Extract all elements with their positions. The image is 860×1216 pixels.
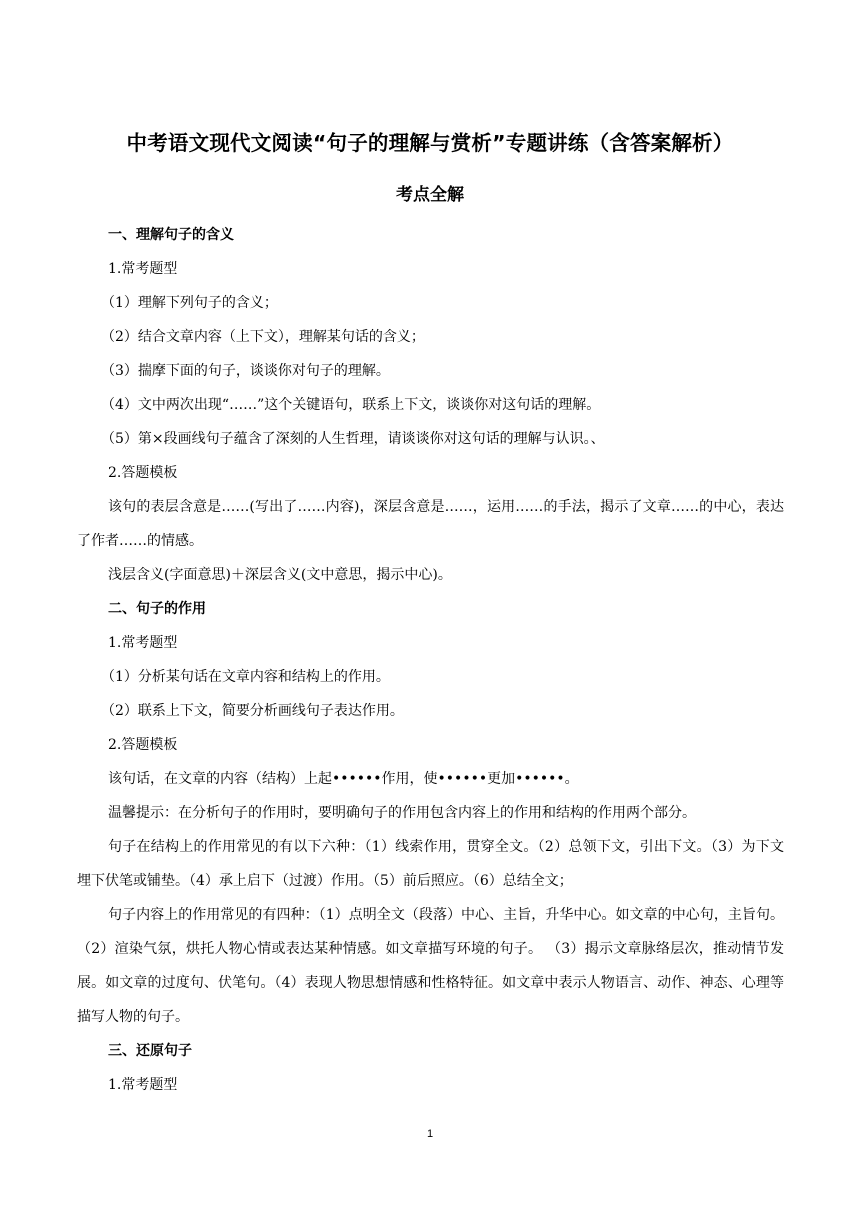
section-heading-1: 一、理解句子的含义	[108, 227, 234, 243]
list-item: （4）文中两次出现“……”这个关键语句，联系上下文，谈谈你对这句话的理解。	[101, 397, 601, 413]
subheading: 1.常考题型	[108, 1077, 178, 1093]
document-body	[77, 218, 784, 1102]
section-heading-2: 二、句子的作用	[108, 601, 206, 617]
subheading: 1.常考题型	[108, 261, 178, 277]
paragraph: 句子内容上的作用常见的有四种：（1）点明全文（段落）中心、主旨，升华中心。如文章的中心句，主旨句。（2）渲染气氛，烘托人物心情或表达某种情感。如文章描写环境的句子。 （3）揭示文章脉络层次，推动情节发展。如文章的过度句、伏笔句。（4）表现人物思想情感和性格特征。如文章中表示人物语言、动作、神态、心理等描写人物的句子。	[77, 907, 784, 1025]
paragraph: 浅层含义(字面意思)＋深层含义(文中意思，揭示中心)。	[108, 567, 452, 583]
list-item: （1）理解下列句子的含义；	[101, 295, 278, 311]
document-subtitle: 考点全解	[396, 185, 464, 205]
page-number: 1	[426, 1128, 434, 1140]
list-item: （3）揣摩下面的句子，谈谈你对句子的理解。	[101, 363, 390, 379]
paragraph: 该句的表层含意是……(写出了……内容)，深层含意是……，运用……的手法，揭示了文章……的中心，表达了作者……的情感。	[77, 499, 784, 549]
subheading: 2.答题模板	[108, 737, 178, 753]
document-title: 中考语文现代文阅读“句子的理解与赏析”专题讲练（含答案解析）	[126, 131, 734, 155]
list-item: （2）联系上下文，简要分析画线句子表达作用。	[101, 703, 404, 719]
paragraph: 句子在结构上的作用常见的有以下六种：（1）线索作用，贯穿全文。（2）总领下文，引出下文。（3）为下文埋下伏笔或铺垫。（4）承上启下（过渡）作用。（5）前后照应。（6）总结全文；	[77, 839, 784, 889]
subheading: 2.答题模板	[108, 465, 178, 481]
list-item: （2）结合文章内容（上下文），理解某句话的含义；	[101, 329, 425, 345]
list-item: （1）分析某句话在文章内容和结构上的作用。	[101, 669, 390, 685]
paragraph: 该句话，在文章的内容（结构）上起••••••作用，使••••••更加••••••。	[108, 771, 579, 787]
section-heading-3: 三、还原句子	[108, 1043, 192, 1059]
paragraph: 温馨提示：在分析句子的作用时，要明确句子的作用包含内容上的作用和结构的作用两个部分。	[108, 805, 696, 821]
list-item: （5）第×段画线句子蕴含了深刻的人生哲理，请谈谈你对这句话的理解与认识。、	[101, 431, 605, 447]
subheading: 1.常考题型	[108, 635, 178, 651]
